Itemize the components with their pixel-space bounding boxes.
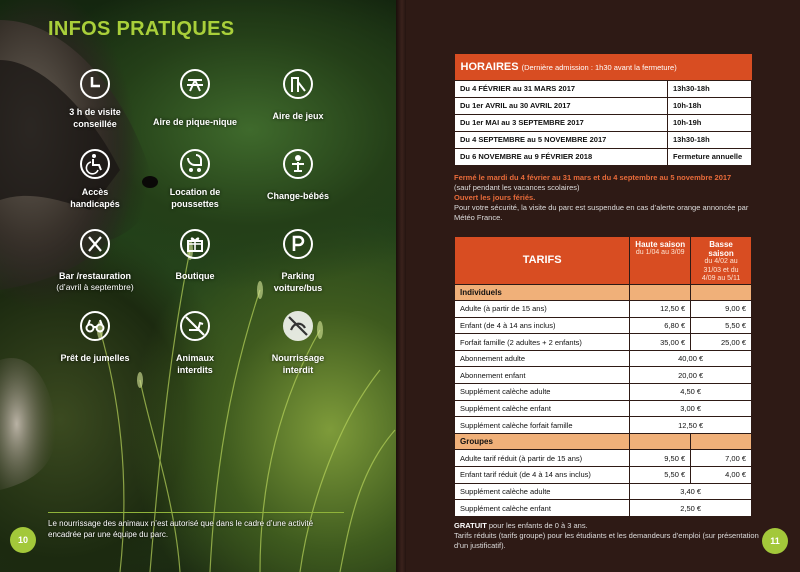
binoculars-icon: [79, 310, 111, 342]
info-label: Aire de jeux: [272, 111, 324, 121]
tarif-single: 2,50 €: [630, 500, 752, 517]
table-row: [455, 114, 752, 131]
low-season-header: [691, 237, 752, 285]
tarif-label: Abonnement enfant: [455, 367, 630, 384]
info-label: Nourrissage interdit: [271, 353, 325, 375]
low-season-label: Basse saison: [708, 240, 734, 258]
info-accessibility: [40, 148, 150, 210]
divider: [48, 512, 344, 513]
table-row: [455, 367, 752, 384]
free-label: GRATUIT: [454, 521, 487, 530]
info-visit-duration: [40, 68, 150, 130]
tarif-high: 9,50 €: [630, 450, 691, 467]
clock-icon: [79, 68, 111, 100]
gift-icon: [179, 228, 211, 260]
closed-days: Fermé le mardi du 4 février au 31 mars et du 4 septembre au 5 novembre 2017: [454, 173, 732, 182]
table-row: [455, 80, 752, 97]
table-row: [455, 450, 752, 467]
info-stroller: [140, 148, 250, 210]
section-groupes: Groupes: [455, 433, 630, 450]
tarif-label: Supplément calèche adulte: [455, 483, 630, 500]
tarif-single: 3,00 €: [630, 400, 752, 417]
tarif-label: Adulte (à partir de 15 ans): [455, 301, 630, 318]
tarif-high: 12,50 €: [630, 301, 691, 318]
tarif-single: 12,50 €: [630, 417, 752, 434]
tarif-low: 7,00 €: [691, 450, 752, 467]
hours-note: (Dernière admission : 1h30 avant la fermeture): [521, 62, 677, 72]
tarif-single: 20,00 €: [630, 367, 752, 384]
tarifs-table: [454, 236, 752, 517]
table-row: [455, 301, 752, 318]
feeding-footnote: Le nourrissage des animaux n’est autorisé que dans le cadre d’une activité encadrée par une équipe du parc.: [48, 519, 314, 539]
hours-period: Du 1er AVRIL au 30 AVRIL 2017: [455, 97, 668, 114]
page-title: INFOS PRATIQUES: [48, 18, 235, 40]
info-no-pets: [140, 310, 250, 376]
hours-time: 13h30-18h: [668, 131, 752, 148]
tarif-label: Supplément calèche adulte: [455, 384, 630, 401]
playground-icon: [282, 68, 314, 100]
no-feeding-icon: [282, 310, 314, 342]
section-individuels: Individuels: [455, 284, 630, 301]
table-row: [455, 148, 752, 165]
hours-table: [454, 54, 752, 166]
table-row: [455, 467, 752, 484]
table-row: [455, 384, 752, 401]
table-row: [455, 400, 752, 417]
no-dogs-icon: [179, 310, 211, 342]
wheelchair-icon: [79, 148, 111, 180]
cutlery-icon: [79, 228, 111, 260]
hours-time: Fermeture annuelle: [668, 148, 752, 165]
right-page: [406, 0, 800, 572]
info-parking: [243, 228, 353, 294]
tarif-label: Supplément calèche forfait famille: [455, 417, 630, 434]
info-shop: [140, 228, 250, 282]
hours-period: Du 6 NOVEMBRE au 9 FÉVRIER 2018: [455, 148, 668, 165]
parking-icon: [282, 228, 314, 260]
tarifs-title: TARIFS: [455, 237, 630, 285]
info-restaurant: [40, 228, 150, 293]
tarif-label: Forfait famille (2 adultes + 2 enfants): [455, 334, 630, 351]
info-label: Location de poussettes: [169, 187, 221, 209]
info-label: 3 h de visite conseillée: [69, 107, 121, 129]
table-row: [455, 500, 752, 517]
hours-title: HORAIRES: [460, 60, 519, 73]
tarifs-header: [455, 237, 752, 285]
info-label: Change-bébés: [266, 191, 329, 201]
section-row: [455, 284, 752, 301]
table-row: [455, 97, 752, 114]
high-season-dates: du 1/04 au 3/09: [635, 249, 685, 256]
info-label: Boutique: [175, 271, 215, 281]
info-sublabel: (d’avril à septembre): [56, 282, 134, 292]
safety-note: Pour votre sécurité, la visite du parc est suspendue en cas d’alerte orange annoncée par Météo France.: [454, 203, 749, 222]
tarif-label: Supplément calèche enfant: [455, 400, 630, 417]
tarif-single: 4,50 €: [630, 384, 752, 401]
tarif-single: 3,40 €: [630, 483, 752, 500]
info-playground: [243, 68, 353, 122]
pricing-notes: [454, 521, 764, 551]
holidays-note: Ouvert les jours fériés.: [454, 193, 536, 202]
hours-time: 10h-18h: [668, 97, 752, 114]
tarif-label: Enfant tarif réduit (de 4 à 14 ans inclus): [455, 467, 630, 484]
left-page: [0, 0, 398, 572]
page-number-left: 10: [10, 527, 36, 553]
table-row: [455, 350, 752, 367]
hours-period: Du 1er MAI au 3 SEPTEMBRE 2017: [455, 114, 668, 131]
info-label: Accès handicapés: [70, 187, 120, 209]
free-text: pour les enfants de 0 à 3 ans.: [486, 521, 588, 530]
tarif-label: Supplément calèche enfant: [455, 500, 630, 517]
info-label: Animaux interdits: [175, 353, 214, 375]
free-note: [454, 521, 764, 531]
info-label: Bar /restauration: [58, 271, 132, 281]
table-row: [455, 417, 752, 434]
baby-change-icon: [282, 148, 314, 180]
closed-note: (sauf pendant les vacances scolaires): [454, 183, 580, 192]
page-number-right: 11: [762, 528, 788, 554]
tarif-single: 40,00 €: [630, 350, 752, 367]
section-row: [455, 433, 752, 450]
info-picnic: [140, 68, 250, 128]
tarif-low: 9,00 €: [691, 301, 752, 318]
table-row: [455, 317, 752, 334]
tarif-low: 4,00 €: [691, 467, 752, 484]
table-row: [455, 131, 752, 148]
info-label: Prêt de jumelles: [60, 353, 130, 363]
picnic-table-icon: [179, 68, 211, 100]
tarif-low: 25,00 €: [691, 334, 752, 351]
table-row: [455, 334, 752, 351]
hours-header: [455, 54, 752, 80]
info-no-feeding: [243, 310, 353, 376]
info-label: Aire de pique-nique: [152, 117, 237, 127]
low-season-dates: du 4/02 au 31/03 et du 4/09 au 5/11: [701, 258, 741, 282]
table-row: [455, 483, 752, 500]
hours-time: 13h30-18h: [668, 80, 752, 97]
tarif-label: Enfant (de 4 à 14 ans inclus): [455, 317, 630, 334]
info-baby-change: [243, 148, 353, 202]
hours-period: Du 4 FÉVRIER au 31 MARS 2017: [455, 80, 668, 97]
tarif-high: 35,00 €: [630, 334, 691, 351]
tarif-label: Adulte tarif réduit (à partir de 15 ans): [455, 450, 630, 467]
high-season-header: [630, 237, 691, 285]
tarif-low: 5,50 €: [691, 317, 752, 334]
tarif-high: 6,80 €: [630, 317, 691, 334]
tarif-label: Abonnement adulte: [455, 350, 630, 367]
info-binoculars: [40, 310, 150, 364]
tarif-high: 5,50 €: [630, 467, 691, 484]
hours-period: Du 4 SEPTEMBRE au 5 NOVEMBRE 2017: [455, 131, 668, 148]
info-label: Parking voiture/bus: [273, 271, 323, 293]
stroller-icon: [179, 148, 211, 180]
high-season-label: Haute saison: [635, 240, 686, 249]
hours-time: 10h-19h: [668, 114, 752, 131]
opening-rules: [454, 173, 754, 223]
reduced-note: Tarifs réduits (tarifs groupe) pour les étudiants et les demandeurs d’emploi (sur présentation d’un justificatif).: [454, 531, 759, 550]
